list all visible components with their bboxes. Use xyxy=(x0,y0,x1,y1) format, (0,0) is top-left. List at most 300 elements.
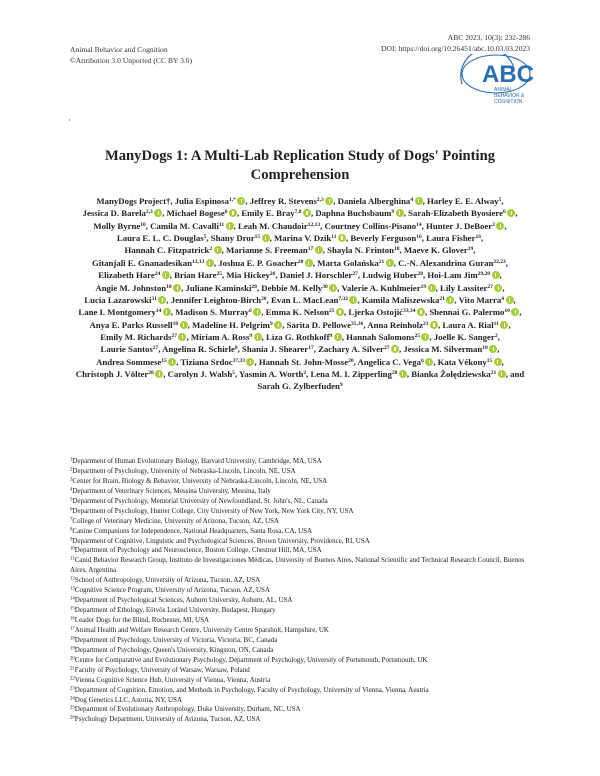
author-name xyxy=(459,295,514,305)
affiliation-superscript: 15 xyxy=(486,357,493,364)
author-name xyxy=(427,270,499,280)
author-name xyxy=(174,270,222,280)
affiliation-item xyxy=(70,546,532,556)
affiliation-superscript: 18 xyxy=(393,246,400,253)
orcid-icon[interactable] xyxy=(421,333,429,341)
orcid-icon[interactable] xyxy=(329,284,337,292)
author-name xyxy=(250,196,334,206)
orcid-icon[interactable] xyxy=(214,246,222,254)
affiliation-superscript: 10 xyxy=(482,345,488,352)
author-name xyxy=(261,283,337,293)
author-name xyxy=(257,381,342,391)
author-name xyxy=(318,344,399,354)
author-name xyxy=(242,344,314,354)
author-name-text: C.-N. Alexandrina Guran xyxy=(398,257,494,268)
author-name-text: Anya E. Parks Russell xyxy=(89,319,173,330)
author-name xyxy=(92,258,214,268)
affiliation-number: 8 xyxy=(70,527,73,533)
citation-header xyxy=(381,33,530,54)
author-name-text: Angelica C. Vega xyxy=(357,356,421,367)
affiliation-text: Centre for Comparative and Evolutionary Psychology, Department of Psychology, University of Portsmouth, Portsmouth, UK xyxy=(74,655,428,664)
author-name-text: Hannah St. John-Mosse xyxy=(258,356,349,367)
author-name-text: Sarah-Elizabeth Byosiere xyxy=(408,208,503,219)
author-name xyxy=(434,332,498,342)
author-name xyxy=(404,245,473,255)
affiliation-text: Faculty of Psychology, University of Warsaw, Warsaw, Poland xyxy=(74,665,250,674)
affiliation-number: 10 xyxy=(70,546,75,552)
orcid-icon[interactable] xyxy=(507,209,515,217)
affiliation-text: Department of Psychology, Queen's University, Kingston, ON, Canada xyxy=(74,645,274,654)
orcid-icon[interactable] xyxy=(206,259,214,267)
author-name-text: Sarah G. Zylberfuden xyxy=(257,381,340,392)
author-name xyxy=(162,344,237,354)
author-name-text: Michael Bogese xyxy=(166,208,225,219)
affiliation-text: Canine Companions for Independence, National Headquarters, Santa Rosa, CA, USA xyxy=(72,526,313,535)
orcid-icon[interactable] xyxy=(506,296,514,304)
author-name xyxy=(150,221,233,231)
affiliation-superscript: 28 xyxy=(391,370,398,377)
orcid-icon[interactable] xyxy=(158,296,166,304)
affiliation-text: Leader Dogs for the Blind, Rochester, MI, USA xyxy=(74,616,210,624)
affiliation-superscript: 30 xyxy=(322,283,328,290)
author-name-text: Hannah Salomons xyxy=(346,331,415,342)
orcid-icon[interactable] xyxy=(303,209,311,217)
affiliation-number: 26 xyxy=(70,715,75,721)
affiliation-text: Department of Cognitive, Linguistic and Psychological Sciences, Brown University, Providence, RI, USA xyxy=(72,536,370,545)
orcid-icon[interactable] xyxy=(425,358,433,366)
author-name-text: Shania J. Shearer xyxy=(241,344,309,355)
author-name-text: Shany Dror xyxy=(210,233,255,244)
affiliation-superscript: 25 xyxy=(414,332,420,339)
author-name-text: Anna Reinholz xyxy=(367,319,423,330)
affiliation-number: 15 xyxy=(70,606,75,612)
author-name xyxy=(117,233,207,243)
affiliation-superscript: 25 xyxy=(216,271,222,278)
author-name xyxy=(211,233,270,243)
author-name xyxy=(280,270,358,280)
affiliation-number: 20 xyxy=(70,656,75,662)
affiliation-superscript: 2 xyxy=(492,221,495,228)
affiliation-superscript: 6 xyxy=(224,209,228,216)
orcid-icon[interactable] xyxy=(511,308,519,316)
author-name xyxy=(192,320,282,330)
author-name xyxy=(358,357,434,367)
author-name-text: Valerie A. Kuhlmeier xyxy=(341,282,421,293)
affiliation-superscript: 27 xyxy=(383,345,390,352)
author-name-text: Ludwig Huber xyxy=(362,270,418,281)
license-line: ©Attribution 3.0 Unported (CC BY 3.0) xyxy=(70,55,193,65)
journal-logo xyxy=(456,54,536,106)
author-name-text: Maeve K. Glover xyxy=(403,245,468,256)
author-name xyxy=(271,295,357,305)
orcid-icon[interactable] xyxy=(178,333,186,341)
author-name-text: ManyDogs Project† xyxy=(96,196,171,206)
orcid-icon[interactable] xyxy=(325,197,333,205)
author-name-text: Emily E. Bray xyxy=(241,208,295,219)
author-name-text: Shayla N. Frinton xyxy=(327,245,394,256)
affiliation-superscript: 21 xyxy=(422,320,429,327)
author-name xyxy=(186,283,257,293)
orcid-icon[interactable] xyxy=(336,308,344,316)
affiliation-superscript: 27 xyxy=(171,332,177,339)
affiliation-superscript: 2 xyxy=(303,370,307,377)
author-name xyxy=(259,357,354,367)
author-name-text: Tiziana Srdoc xyxy=(180,356,233,367)
orcid-icon[interactable] xyxy=(173,284,181,292)
affiliation-superscript: 15 xyxy=(254,234,261,241)
author-name-text: Beverly Ferguson xyxy=(350,233,417,244)
affiliation-number: 14 xyxy=(70,596,75,602)
author-name xyxy=(239,369,306,379)
author-name xyxy=(181,357,255,367)
affiliation-text: Cognitive Science Program, University of Arizona, Tucson, AZ, USA xyxy=(74,586,271,595)
affiliation-superscript: 20 xyxy=(348,357,354,364)
affiliation-superscript: 1,* xyxy=(228,197,236,203)
affiliation-text: Center for Brain, Biology & Behavior, University of Nebraska-Lincoln, Lincoln, NE, USA xyxy=(72,476,328,485)
affiliation-item xyxy=(70,457,532,467)
affiliation-item xyxy=(70,616,532,626)
author-name-text: Joshua E. P. Goacher xyxy=(218,257,298,268)
affiliation-item xyxy=(70,676,532,686)
affiliation-item xyxy=(70,487,532,497)
orcid-icon[interactable] xyxy=(399,370,407,378)
author-name xyxy=(427,196,501,206)
doi-link[interactable]: DOI: https://doi.org/10.26451/abc.10.03.03.2023 xyxy=(381,43,530,53)
orcid-icon[interactable] xyxy=(154,209,162,217)
author-name xyxy=(315,208,403,218)
affiliation-list xyxy=(70,457,532,725)
affiliation-text: College of Veterinary Medicine, University of Arizona, Tucson, AZ, USA xyxy=(72,516,279,525)
author-name-text: Madison S. Murray xyxy=(175,307,249,318)
orcid-icon[interactable] xyxy=(430,321,438,329)
author-name-text: Madeline H. Pelgrim xyxy=(191,319,270,330)
affiliation-number: 7 xyxy=(70,517,73,523)
orcid-icon[interactable] xyxy=(494,358,502,366)
author-name-text: Evan L. MacLean xyxy=(271,294,339,305)
affiliation-text: Department of Evolutionary Anthropology, Duke University, Durham, NC, USA xyxy=(74,705,301,714)
affiliation-number: 13 xyxy=(70,586,75,592)
orcid-icon[interactable] xyxy=(246,358,254,366)
affiliation-text: Department of Human Evolutionary Biology, Harvard University, Cambridge, MA, USA xyxy=(72,457,322,465)
author-name-text: Leah M. Chaudoir xyxy=(237,220,308,231)
author-name xyxy=(89,320,187,330)
orcid-icon[interactable] xyxy=(226,222,234,230)
author-name xyxy=(83,208,163,218)
affiliation-item xyxy=(70,636,532,646)
affiliation-superscript: 2,3 xyxy=(145,209,153,216)
affiliation-number: 21 xyxy=(70,666,75,672)
author-name-text: Gitanjali E. Gnanadesikan xyxy=(92,257,192,268)
author-name-text: Angie M. Johnston xyxy=(95,282,167,293)
author-name xyxy=(440,283,502,293)
affiliation-superscript: 25 xyxy=(329,308,335,315)
affiliation-superscript: 16 xyxy=(416,234,422,241)
affiliation-superscript: 20 xyxy=(297,258,304,265)
author-name xyxy=(442,320,508,330)
affiliation-superscript: 6 xyxy=(420,357,424,364)
affiliation-item xyxy=(70,576,532,586)
orcid-icon[interactable] xyxy=(237,197,245,205)
author-name xyxy=(310,369,406,379)
orcid-icon[interactable] xyxy=(305,259,313,267)
affiliation-text: Vienna Cognitive Science Hub, University of Vienna, Vienna, Austria xyxy=(74,675,271,684)
affiliation-item xyxy=(70,705,532,715)
affiliation-number: 11 xyxy=(70,556,75,562)
author-name-text: Christoph J. Völter xyxy=(75,369,149,380)
affiliation-superscript: 11 xyxy=(331,234,337,241)
affiliation-item xyxy=(70,586,532,596)
author-name xyxy=(287,320,364,330)
affiliation-superscript: 21 xyxy=(490,370,497,377)
affiliation-superscript: 28 xyxy=(417,271,423,278)
author-name xyxy=(84,295,166,305)
author-name-text: Lucia Lazarowski xyxy=(84,294,152,305)
affiliation-superscript: 37,33 xyxy=(232,357,245,364)
affiliation-superscript: 4 xyxy=(501,295,505,302)
author-name-text: Hannah C. Fitzpatrick xyxy=(124,245,210,256)
author-name-text: Julia Espinosa xyxy=(174,196,229,206)
affiliation-text: Department of Psychology, Memorial University of Newfoundland, St. John's, NL, Canada xyxy=(72,496,328,505)
logo-line-3: COGNITION xyxy=(494,99,523,105)
affiliation-number: 3 xyxy=(70,477,73,483)
affiliation-superscript: 7,8 xyxy=(294,209,302,216)
author-name-text: Andrea Sommese xyxy=(96,356,162,367)
orcid-icon[interactable] xyxy=(315,246,323,254)
orcid-icon[interactable] xyxy=(492,271,500,279)
orcid-icon[interactable] xyxy=(349,296,357,304)
author-name xyxy=(96,196,170,206)
author-name xyxy=(266,332,342,342)
affiliation-superscript: 5 xyxy=(498,197,502,203)
affiliation-superscript: 33,34 xyxy=(403,308,416,315)
author-name xyxy=(101,344,159,354)
affiliation-superscript: 28 xyxy=(148,370,154,377)
affiliation-number: 12 xyxy=(70,576,75,582)
affiliation-superscript: 6 xyxy=(248,308,252,315)
author-name-text: Jessica D. Barela xyxy=(82,208,146,219)
author-name-text: Emma K. Nelson xyxy=(265,307,329,318)
author-name xyxy=(78,307,171,317)
author-name-text: Daphna Buchsbaum xyxy=(315,208,392,219)
affiliation-number: 9 xyxy=(70,537,73,542)
orcid-icon[interactable] xyxy=(229,209,237,217)
author-name-text: Daniel J. Horschler xyxy=(279,270,353,281)
author-name-text: Laura E. L. C. Douglas xyxy=(116,233,204,244)
affiliation-superscript: 5 xyxy=(232,370,235,377)
orcid-icon[interactable] xyxy=(396,209,404,217)
author-name-text: Molly Byrne xyxy=(93,220,141,231)
affiliation-number: 18 xyxy=(70,636,75,642)
affiliation-superscript: 4 xyxy=(410,197,414,203)
author-name xyxy=(426,233,481,243)
affiliation-superscript: 21 xyxy=(439,295,445,302)
author-name xyxy=(266,307,344,317)
affiliation-number: 5 xyxy=(70,497,73,503)
author-name xyxy=(191,332,262,342)
author-name-text: Shennai G. Palermo xyxy=(429,307,505,318)
affiliation-superscript: 12,13 xyxy=(307,221,321,228)
orcid-icon[interactable] xyxy=(155,370,163,378)
author-name xyxy=(100,332,186,342)
author-name xyxy=(348,307,425,317)
affiliation-number: 16 xyxy=(70,616,75,622)
author-name-text: Elizabeth Hare xyxy=(98,270,155,281)
author-name-text: Daniela Alberghina xyxy=(337,196,411,206)
abc-logo-icon xyxy=(456,54,536,106)
affiliation-superscript: 20 xyxy=(261,295,267,302)
author-name xyxy=(76,369,164,379)
journal-header xyxy=(70,45,192,66)
affiliation-text: Department of Psychology, University of Nebraska-Lincoln, Lincoln, NE, USA xyxy=(72,466,296,475)
orcid-icon[interactable] xyxy=(338,234,346,242)
orcid-icon[interactable] xyxy=(417,308,425,316)
author-name xyxy=(125,245,222,255)
affiliation-item xyxy=(70,666,532,676)
affiliation-item xyxy=(70,507,532,517)
orcid-icon[interactable] xyxy=(500,321,508,329)
author-name-text: Lily Lassiter xyxy=(440,282,488,293)
author-name-text: Ljerka Ostojić xyxy=(348,307,404,318)
author-name xyxy=(362,270,423,280)
affiliation-superscript: 27 xyxy=(152,345,159,352)
affiliation-superscript: 2 xyxy=(494,332,498,339)
orcid-icon[interactable] xyxy=(489,345,497,353)
author-name-text: Joelle K. Sanger xyxy=(433,331,495,342)
affiliation-superscript: 9 xyxy=(269,320,273,327)
affiliation-superscript: 10 xyxy=(172,320,179,327)
orcid-icon[interactable] xyxy=(446,296,454,304)
affiliation-item xyxy=(70,686,532,696)
author-name-text: Carolyn J. Walsh xyxy=(167,369,233,380)
affiliation-text: Dog Genetics LLC, Astoria, NY, USA xyxy=(74,695,182,704)
affiliation-superscript: 19 xyxy=(467,246,474,253)
affiliation-superscript: 14 xyxy=(416,221,422,228)
orcid-icon[interactable] xyxy=(391,345,399,353)
author-name xyxy=(175,307,261,317)
decorative-dot: · xyxy=(68,115,71,125)
affiliation-superscript: 21 xyxy=(378,258,385,265)
author-name-text: Liza G. Rothkoff xyxy=(266,331,330,342)
logo-line-2: BEHAVIOR & xyxy=(494,93,525,99)
author-list: ManyDogs Project†, Julia Espinosa$^{1,*}$ , Jeffrey R. Stevens$^{2,3}$ , Daniela Alberghina$^4$ , Harley E. E. Alway$^5$, Jessica D. Barela$^{2,3}$ , Michael Bogese$^6$ , Emily E. Bray$^{7,8}$ , Daphna Buchsbaum$^9$ , Sarah-Elizabeth Byosiere$^6$ , Molly Byrne$^{10}$, Camila M. Cavalli$^{11}$ , Leah M. Chaudoir$^{12,13}$, Courtney Collins-Pisano$^{14}$, Hunter J. DeBoer$^2$ , Laura E. L. C. Douglas$^5$, Shany Dror$^{15}$ , Marina V. Dzik$^{11}$ , Beverly Ferguson$^{16}$, Laura Fisher$^{16}$, Hannah C. Fitzpatrick$^2$ , Marianne S. Freeman$^{17}$ , Shayla N. Frinton$^{18}$, Maeve K. Glover$^{19}$, Gitanjali E. Gnanadesikan$^{12,13}$ , Joshua E. P. Goacher$^{20}$ , Marta Golańska$^{21}$ , C.-N. Alexandrina Guran$^{22,23}$, Elizabeth Hare$^{24}$ , Brian Hare$^{25}$, Mia Hickey$^{26}$, Daniel J. Horschler$^{27}$, Ludwig Huber$^{28}$, Hoi-Lam Jim$^{29,20}$ , Angie M. Johnston$^{10}$ , Juliane Kaminski$^{20}$, Debbie M. Kelly$^{30}$ , Valerie A. Kuhlmeier$^{19}$ , Lily Lassiter$^{27}$ , Lucia Lazarowski$^{31}$ , Jennifer Leighton-Birch$^{20}$, Evan L. MacLean$^{7,32}$ , Kamila Maliszewska$^{21}$ , Vito Marra$^4$ , Lane I. Montgomery$^{14}$ , Madison S. Murray$^6$ , Emma K. Nelson$^{25}$ , Ljerka Ostojić$^{33,34}$ , Shennai G. Palermo$^{10}$ , Anya E. Parks Russell$^{10}$ , Madeline H. Pelgrim$^9$ , Sarita D. Pellowe$^{35,36}$, Anna Reinholz$^{21}$ , Laura A. Rial$^{11}$ , Emily M. Richards$^{27}$ , Miriam A. Ross$^9$ , Liza G. Rothkoff$^9$ , Hannah Salomons$^{25}$ , Joelle K. Sanger$^2$, Laurie Santos$^{27}$, Angelina R. Schirle$^8$, Shania J. Shearer$^{17}$, Zachary A. Silver$^{27}$ , Jessica M. Silverman$^{10}$ , Andrea Sommese$^{15}$ , Tiziana Srdoc$^{37,33}$ , Hannah St. John-Mosse$^{20}$, Angelica C. Vega$^6$ , Kata Vékony$^{15}$ , Christoph J. Völter$^{28}$ , Carolyn J. Walsh$^5$, Yasmin A. Worth$^2$, Lena M. I. Zipperling$^{28}$ , Bianka Żołędziewska$^{21}$ , and Sarah G. Zylberfuden$^9$ xyxy=(75,196,525,392)
affiliation-superscript: 9 xyxy=(339,382,343,389)
affiliation-text: School of Anthropology, University of Arizona, Tucson, AZ, USA xyxy=(74,576,261,585)
orcid-icon[interactable] xyxy=(496,222,504,230)
affiliation-number: 24 xyxy=(70,696,75,701)
affiliation-superscript: 7,32 xyxy=(338,295,348,302)
affiliation-superscript: 15 xyxy=(161,357,167,364)
affiliation-superscript: 22,23 xyxy=(493,258,506,265)
orcid-icon[interactable] xyxy=(254,333,262,341)
affiliation-superscript: 9 xyxy=(249,332,253,339)
orcid-icon[interactable] xyxy=(334,333,342,341)
affiliation-superscript: 17 xyxy=(307,246,314,253)
author-name-text: Angelina R. Schirle xyxy=(162,344,235,355)
author-name xyxy=(367,320,438,330)
orcid-icon[interactable] xyxy=(494,284,502,292)
orcid-icon[interactable] xyxy=(168,358,176,366)
orcid-icon[interactable] xyxy=(274,321,282,329)
orcid-icon[interactable] xyxy=(163,308,171,316)
orcid-icon[interactable] xyxy=(180,321,188,329)
author-name-text: Harley E. E. Alway xyxy=(426,196,499,206)
affiliation-item xyxy=(70,497,532,507)
affiliation-item xyxy=(70,556,532,576)
orcid-icon[interactable] xyxy=(428,284,436,292)
affiliation-text: Department of Veterinary Sciences, Messina University, Messina, Italy xyxy=(72,486,271,495)
author-name-text: Mia Hickey xyxy=(226,270,270,281)
affiliation-text: Department of Psychology, University of Victoria, Victoria, BC, Canada xyxy=(74,635,278,644)
affiliation-superscript: 5 xyxy=(203,234,207,241)
author-name xyxy=(338,196,423,206)
affiliation-number: 2 xyxy=(70,467,73,473)
author-name xyxy=(241,208,311,218)
affiliation-number: 6 xyxy=(70,507,73,513)
journal-name: Animal Behavior and Cognition xyxy=(70,45,168,54)
affiliation-text: Department of Psychology, Hunter College, City University of New York, New York City, NY, USA xyxy=(72,506,354,515)
author-name xyxy=(274,233,346,243)
affiliation-superscript: 19 xyxy=(420,283,427,290)
affiliation-superscript: 27 xyxy=(487,283,493,290)
affiliation-item xyxy=(70,715,532,725)
author-name xyxy=(171,295,267,305)
affiliation-text: Psychology Department, University of Arizona, Tucson, AZ, USA xyxy=(74,715,261,724)
author-name-text: Miriam A. Ross xyxy=(190,331,250,342)
citation-line: ABC 2023, 10(3): 232-286 xyxy=(447,33,530,42)
orcid-icon[interactable] xyxy=(386,259,394,267)
affiliation-superscript: 9 xyxy=(329,332,333,339)
author-name-text: Laurie Santos xyxy=(100,344,153,355)
affiliation-item xyxy=(70,656,532,666)
affiliation-item xyxy=(70,646,532,656)
affiliation-superscript: 31 xyxy=(151,295,157,302)
article-title: ManyDogs 1: A Multi-Lab Replication Study of Dogs' Pointing Comprehension xyxy=(104,148,496,183)
affiliation-item xyxy=(70,606,532,616)
author-name xyxy=(175,196,246,206)
affiliation-superscript: 35,36 xyxy=(351,320,364,327)
orcid-icon[interactable] xyxy=(498,370,506,378)
affiliation-superscript: 10 xyxy=(140,221,146,228)
affiliation-superscript: 11 xyxy=(218,221,225,228)
affiliation-superscript: 26 xyxy=(269,271,276,278)
orcid-icon[interactable] xyxy=(415,197,423,205)
author-name-text: Marianne S. Freeman xyxy=(226,245,308,256)
author-name-text: Courtney Collins-Pisano xyxy=(324,220,417,231)
author-name xyxy=(98,270,169,280)
author-name-text: Brian Hare xyxy=(174,270,217,281)
affiliation-superscript: 11 xyxy=(493,320,499,327)
affiliation-number: 1 xyxy=(70,457,73,463)
affiliation-superscript: 27 xyxy=(352,271,358,278)
author-name-text: Debbie M. Kelly xyxy=(261,282,323,293)
orcid-icon[interactable] xyxy=(253,308,261,316)
affiliation-superscript: 29,20 xyxy=(477,271,491,278)
author-name xyxy=(96,357,176,367)
author-name xyxy=(226,245,323,255)
logo-letters: ABC xyxy=(482,61,534,88)
author-name xyxy=(438,357,502,367)
orcid-icon[interactable] xyxy=(262,234,270,242)
author-name-text: Marina V. Dzik xyxy=(274,233,332,244)
affiliation-number: 25 xyxy=(70,705,75,711)
author-name xyxy=(346,332,429,342)
orcid-icon[interactable] xyxy=(162,271,170,279)
author-name-text: Vito Marra xyxy=(458,294,502,305)
author-name xyxy=(238,221,320,231)
affiliation-superscript: 20 xyxy=(251,283,257,290)
author-name-text: Sarita D. Pellowe xyxy=(286,319,352,330)
affiliation-number: 19 xyxy=(70,646,75,652)
